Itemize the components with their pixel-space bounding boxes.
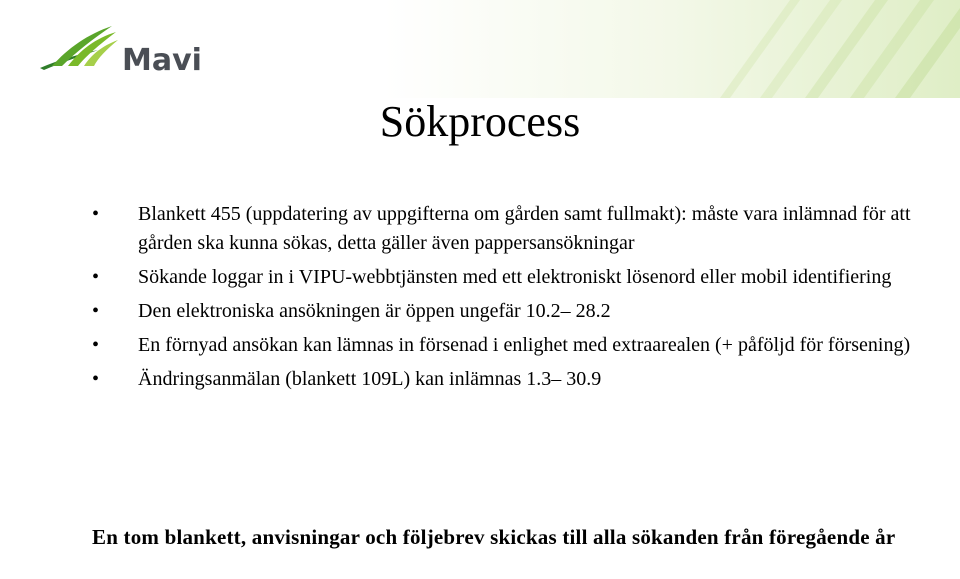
bullet-text: En förnyad ansökan kan lämnas in försenad i enlighet med extraarealen (+ påföljd för försening) xyxy=(138,334,911,356)
brand-name: Mavi xyxy=(122,43,202,78)
bullet-icon: • xyxy=(92,300,100,322)
bullet-list xyxy=(92,200,932,399)
bullet-text: Ändringsanmälan (blankett 109L) kan inlämnas 1.3– 30.9 xyxy=(138,368,602,390)
bullet-icon: • xyxy=(92,334,100,356)
bullet-item xyxy=(92,263,932,292)
bullet-text: Sökande loggar in i VIPU-webbtjänsten med ett elektroniskt lösenord eller mobil identifiering xyxy=(138,266,892,288)
bullet-item xyxy=(92,331,932,360)
slide-title: Sökprocess xyxy=(379,97,581,146)
bullet-text: Den elektroniska ansökningen är öppen ungefär 10.2– 28.2 xyxy=(138,300,611,322)
bullet-icon: • xyxy=(92,368,100,390)
bullet-text: Blankett 455 (uppdatering av uppgifterna om gården samt fullmakt): måste vara inlämnad för att gården ska kunna sökas, detta gäller även pappersansökningar xyxy=(138,203,911,254)
bullet-icon: • xyxy=(92,266,100,288)
bullet-item xyxy=(92,297,932,326)
bullet-item xyxy=(92,200,932,258)
mavi-logo xyxy=(38,20,202,78)
bullet-icon: • xyxy=(92,203,100,225)
footer-note: En tom blankett, anvisningar och följebrev skickas till alla sökanden från föregående år xyxy=(92,525,896,549)
bullet-item xyxy=(92,365,932,394)
leaf-logo-icon xyxy=(38,20,122,76)
